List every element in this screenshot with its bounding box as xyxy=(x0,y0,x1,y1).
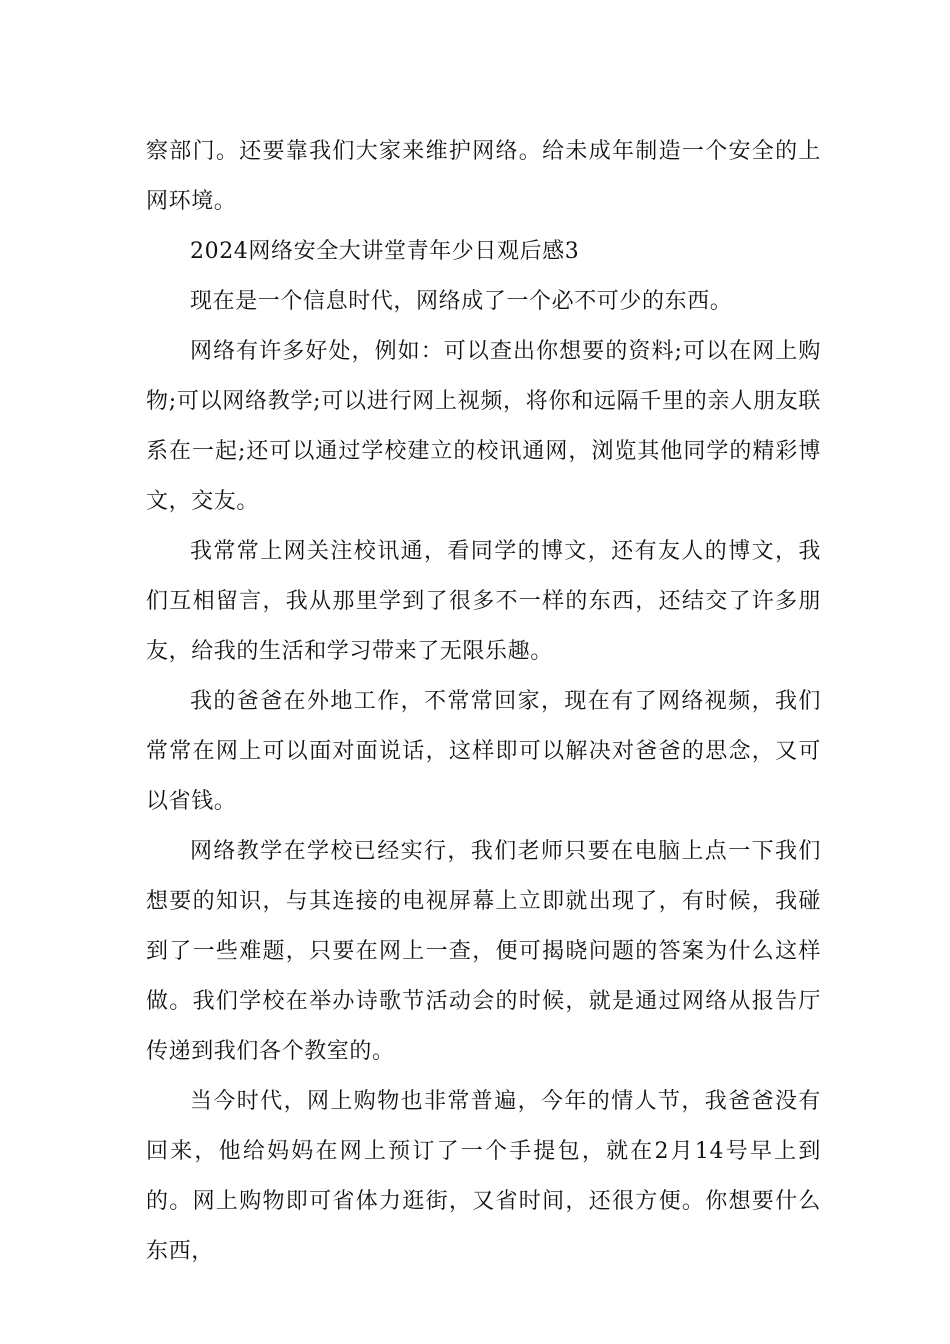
paragraph: 我常常上网关注校讯通，看同学的博文，还有友人的博文，我们互相留言，我从那里学到了很多不一样的东西，还结交了许多朋友，给我的生活和学习带来了无限乐趣。 xyxy=(146,539,821,664)
paragraph: 网络教学在学校已经实行，我们老师只要在电脑上点一下我们想要的知识，与其连接的电视屏幕上立即就出现了，有时候，我碰到了一些难题，只要在网上一查，便可揭晓问题的答案为什么这样做。我们学校在举办诗歌节活动会的时候，就是通过网络从报告厅传递到我们各个教室的。 xyxy=(146,839,821,1064)
document-body xyxy=(146,127,821,1277)
paragraph-continuation: 察部门。还要靠我们大家来维护网络。给未成年制造一个安全的上网环境。 xyxy=(146,139,821,214)
section-heading: 2024网络安全大讲堂青年少日观后感3 xyxy=(190,239,580,264)
paragraph: 网络有许多好处，例如：可以查出你想要的资料;可以在网上购物;可以网络教学;可以进行网上视频，将你和远隔千里的亲人朋友联系在一起;还可以通过学校建立的校讯通网，浏览其他同学的精彩博文，交友。 xyxy=(146,339,821,514)
paragraph: 当今时代，网上购物也非常普遍，今年的情人节，我爸爸没有回来，他给妈妈在网上预订了一个手提包，就在2月14号早上到的。网上购物即可省体力逛街，又省时间，还很方便。你想要什么东西， xyxy=(146,1089,821,1264)
paragraph: 现在是一个信息时代，网络成了一个必不可少的东西。 xyxy=(190,289,733,314)
paragraph: 我的爸爸在外地工作，不常常回家，现在有了网络视频，我们常常在网上可以面对面说话，这样即可以解决对爸爸的思念，又可以省钱。 xyxy=(146,689,821,814)
